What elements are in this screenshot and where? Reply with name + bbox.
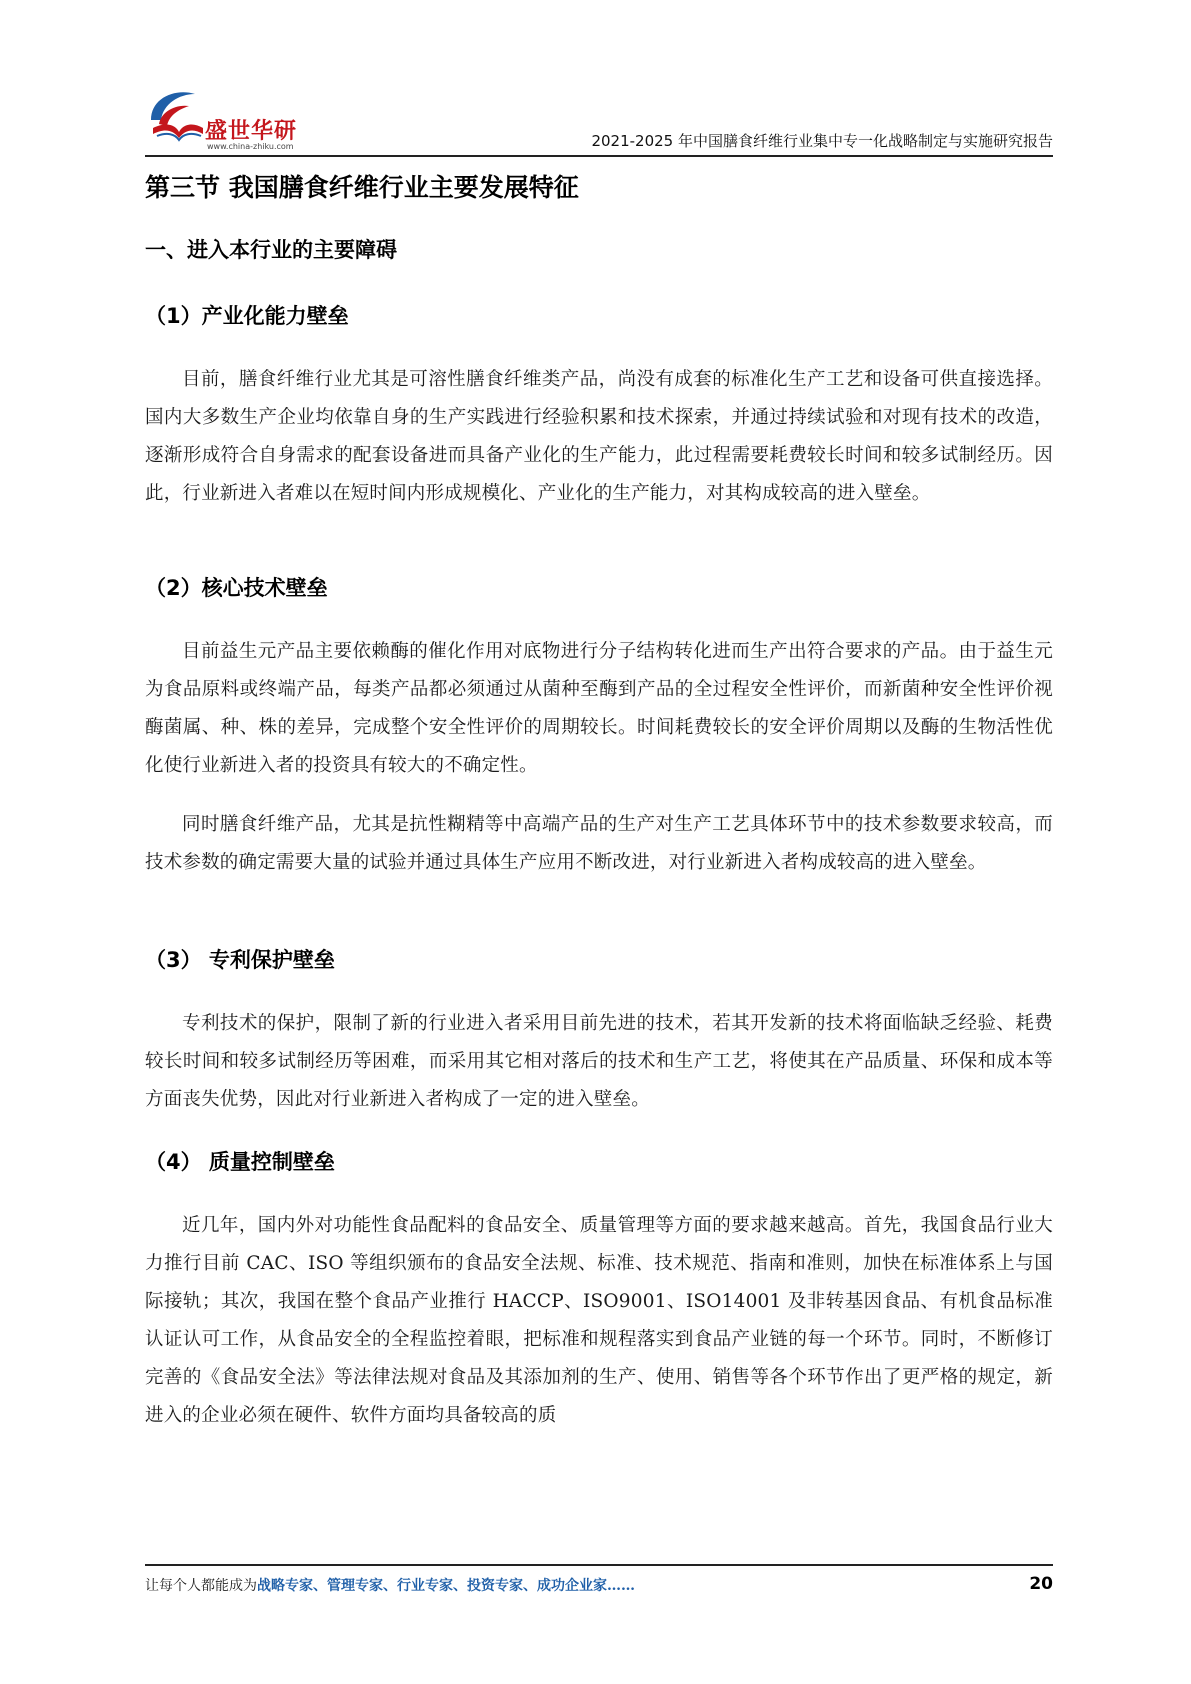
footer-slogan xyxy=(145,1575,635,1595)
section-title: 第三节 我国膳食纤维行业主要发展特征 xyxy=(145,173,579,202)
heading-entry-barriers: 一、进入本行业的主要障碍 xyxy=(145,238,397,262)
heading-industrialization-barrier: （1）产业化能力壁垒 xyxy=(145,304,349,328)
heading-core-technology-barrier: （2）核心技术壁垒 xyxy=(145,576,328,600)
report-title: 2021-2025 年中国膳食纤维行业集中专一化战略制定与实施研究报告 xyxy=(591,132,1053,150)
paragraph-core-technology: 目前益生元产品主要依赖酶的催化作用对底物进行分子结构转化进而生产出符合要求的产品。由于益生元为食品原料或终端产品，每类产品都必须通过从菌种至酶到产品的全过程安全性评价，而新菌种安全性评价视酶菌属、种、株的差异，完成整个安全性评价的周期较长。时间耗费较长的安全评价周期以及酶的生物活性优化使行业新进入者的投资具有较大的不确定性。 xyxy=(145,641,1053,776)
page-number: 20 xyxy=(1029,1574,1053,1594)
paragraph-quality-control: 近几年，国内外对功能性食品配料的食品安全、质量管理等方面的要求越来越高。首先，我国食品行业大力推行目前 CAC、ISO 等组织颁布的食品安全法规、标准、技术规范、指南和准则，加快在标准体系上与国际接轨；其次，我国在整个食品产业推行 HACCP、ISO9001、ISO14001 及非转基因食品、有机食品标准认证认可工作，从食品安全的全程监控着眼，把标准和规程落实到食品产业链的每一个环节。同时，不断修订完善的《食品安全法》等法律法规对食品及其添加剂的生产、使用、销售等各个环节作出了更严格的规定，新进入的企业必须在硬件、软件方面均具备较高的质 xyxy=(145,1215,1053,1426)
footer-slogan-highlight: 战略专家、管理专家、行业专家、投资专家、成功企业家…… xyxy=(257,1578,635,1594)
logo-url: www.china-zhiku.com xyxy=(207,142,294,151)
paragraph-patent: 专利技术的保护，限制了新的行业进入者采用目前先进的技术，若其开发新的技术将面临缺乏经验、耗费较长时间和较多试制经历等困难，而采用其它相对落后的技术和生产工艺，将使其在产品质量、环保和成本等方面丧失优势，因此对行业新进入者构成了一定的进入壁垒。 xyxy=(145,1013,1053,1110)
logo-emblem-icon xyxy=(145,84,207,146)
paragraph-industrialization: 目前，膳食纤维行业尤其是可溶性膳食纤维类产品，尚没有成套的标准化生产工艺和设备可供直接选择。国内大多数生产企业均依靠自身的生产实践进行经验积累和技术探索，并通过持续试验和对现有技术的改造，逐渐形成符合自身需求的配套设备进而具备产业化的生产能力，此过程需要耗费较长时间和较多试制经历。因此，行业新进入者难以在短时间内形成规模化、产业化的生产能力，对其构成较高的进入壁垒。 xyxy=(145,369,1053,504)
company-logo xyxy=(145,84,320,152)
footer-slogan-lead: 让每个人都能成为 xyxy=(145,1578,257,1594)
heading-patent-barrier: （3） 专利保护壁垒 xyxy=(145,948,335,972)
footer-divider xyxy=(145,1564,1053,1566)
logo-name: 盛世华研 xyxy=(205,119,298,144)
page-header xyxy=(145,70,1053,154)
header-divider xyxy=(145,155,1053,157)
paragraph-technical-parameters: 同时膳食纤维产品，尤其是抗性糊精等中高端产品的生产对生产工艺具体环节中的技术参数要求较高，而技术参数的确定需要大量的试验并通过具体生产应用不断改进，对行业新进入者构成较高的进入壁垒。 xyxy=(145,814,1053,873)
heading-quality-control-barrier: （4） 质量控制壁垒 xyxy=(145,1150,335,1174)
